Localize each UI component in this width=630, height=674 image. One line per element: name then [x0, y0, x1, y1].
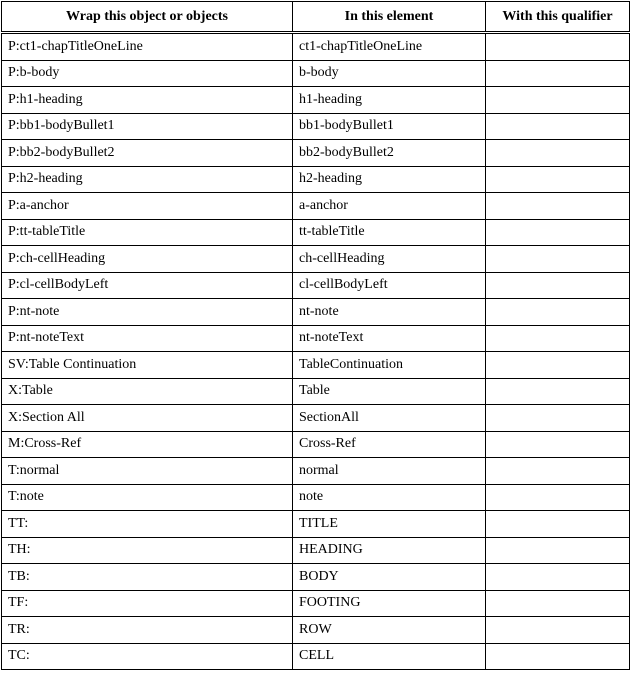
table-body [2, 33, 630, 670]
table-row [2, 458, 630, 485]
cell-qualifier [486, 140, 630, 167]
cell-element: BODY [293, 564, 486, 591]
cell-element: bb2-bodyBullet2 [293, 140, 486, 167]
cell-object: P:nt-noteText [2, 325, 293, 352]
cell-object: M:Cross-Ref [2, 431, 293, 458]
cell-qualifier [486, 299, 630, 326]
cell-qualifier [486, 405, 630, 432]
cell-qualifier [486, 511, 630, 538]
cell-element: SectionAll [293, 405, 486, 432]
cell-object: P:ch-cellHeading [2, 246, 293, 273]
table-row [2, 166, 630, 193]
cell-element: ROW [293, 617, 486, 644]
cell-qualifier [486, 352, 630, 379]
cell-qualifier [486, 87, 630, 114]
cell-qualifier [486, 113, 630, 140]
cell-element: a-anchor [293, 193, 486, 220]
cell-qualifier [486, 219, 630, 246]
cell-element: tt-tableTitle [293, 219, 486, 246]
cell-qualifier [486, 193, 630, 220]
cell-element: Cross-Ref [293, 431, 486, 458]
cell-object: TT: [2, 511, 293, 538]
cell-object: SV:Table Continuation [2, 352, 293, 379]
cell-object: TC: [2, 643, 293, 670]
cell-qualifier [486, 458, 630, 485]
cell-qualifier [486, 33, 630, 61]
table-row [2, 60, 630, 87]
table-row [2, 246, 630, 273]
cell-element: FOOTING [293, 590, 486, 617]
cell-element: ch-cellHeading [293, 246, 486, 273]
cell-element: cl-cellBodyLeft [293, 272, 486, 299]
cell-element: normal [293, 458, 486, 485]
cell-object: P:b-body [2, 60, 293, 87]
cell-element: b-body [293, 60, 486, 87]
mapping-table [1, 1, 630, 670]
cell-element: HEADING [293, 537, 486, 564]
header-element: In this element [293, 2, 486, 33]
table-row [2, 378, 630, 405]
cell-qualifier [486, 484, 630, 511]
cell-qualifier [486, 246, 630, 273]
header-qualifier: With this qualifier [486, 2, 630, 33]
cell-element: TableContinuation [293, 352, 486, 379]
table-row [2, 272, 630, 299]
table-row [2, 537, 630, 564]
table-row [2, 431, 630, 458]
table-row [2, 617, 630, 644]
cell-object: P:cl-cellBodyLeft [2, 272, 293, 299]
cell-qualifier [486, 60, 630, 87]
cell-element: ct1-chapTitleOneLine [293, 33, 486, 61]
cell-qualifier [486, 166, 630, 193]
cell-object: P:a-anchor [2, 193, 293, 220]
cell-qualifier [486, 564, 630, 591]
table-row [2, 299, 630, 326]
table-row [2, 193, 630, 220]
cell-element: bb1-bodyBullet1 [293, 113, 486, 140]
cell-element: TITLE [293, 511, 486, 538]
cell-object: P:tt-tableTitle [2, 219, 293, 246]
table-row [2, 405, 630, 432]
table-row [2, 219, 630, 246]
cell-qualifier [486, 537, 630, 564]
table-row [2, 590, 630, 617]
cell-object: TR: [2, 617, 293, 644]
cell-object: T:note [2, 484, 293, 511]
cell-element: nt-noteText [293, 325, 486, 352]
cell-qualifier [486, 431, 630, 458]
cell-qualifier [486, 590, 630, 617]
cell-object: P:bb1-bodyBullet1 [2, 113, 293, 140]
table-row [2, 643, 630, 670]
cell-object: P:h1-heading [2, 87, 293, 114]
table-row [2, 564, 630, 591]
cell-qualifier [486, 617, 630, 644]
table-row [2, 484, 630, 511]
cell-element: nt-note [293, 299, 486, 326]
table-row [2, 113, 630, 140]
table-row [2, 33, 630, 61]
cell-element: h2-heading [293, 166, 486, 193]
cell-object: T:normal [2, 458, 293, 485]
table-row [2, 325, 630, 352]
cell-qualifier [486, 643, 630, 670]
cell-qualifier [486, 378, 630, 405]
cell-object: TH: [2, 537, 293, 564]
table-row [2, 511, 630, 538]
cell-object: P:h2-heading [2, 166, 293, 193]
cell-object: X:Table [2, 378, 293, 405]
cell-object: P:nt-note [2, 299, 293, 326]
header-row [2, 2, 630, 33]
cell-object: X:Section All [2, 405, 293, 432]
cell-object: TF: [2, 590, 293, 617]
cell-element: h1-heading [293, 87, 486, 114]
cell-element: note [293, 484, 486, 511]
cell-element: CELL [293, 643, 486, 670]
table-row [2, 140, 630, 167]
cell-object: P:bb2-bodyBullet2 [2, 140, 293, 167]
cell-qualifier [486, 325, 630, 352]
cell-element: Table [293, 378, 486, 405]
header-object: Wrap this object or objects [2, 2, 293, 33]
table-row [2, 352, 630, 379]
cell-qualifier [486, 272, 630, 299]
cell-object: P:ct1-chapTitleOneLine [2, 33, 293, 61]
cell-object: TB: [2, 564, 293, 591]
table-row [2, 87, 630, 114]
